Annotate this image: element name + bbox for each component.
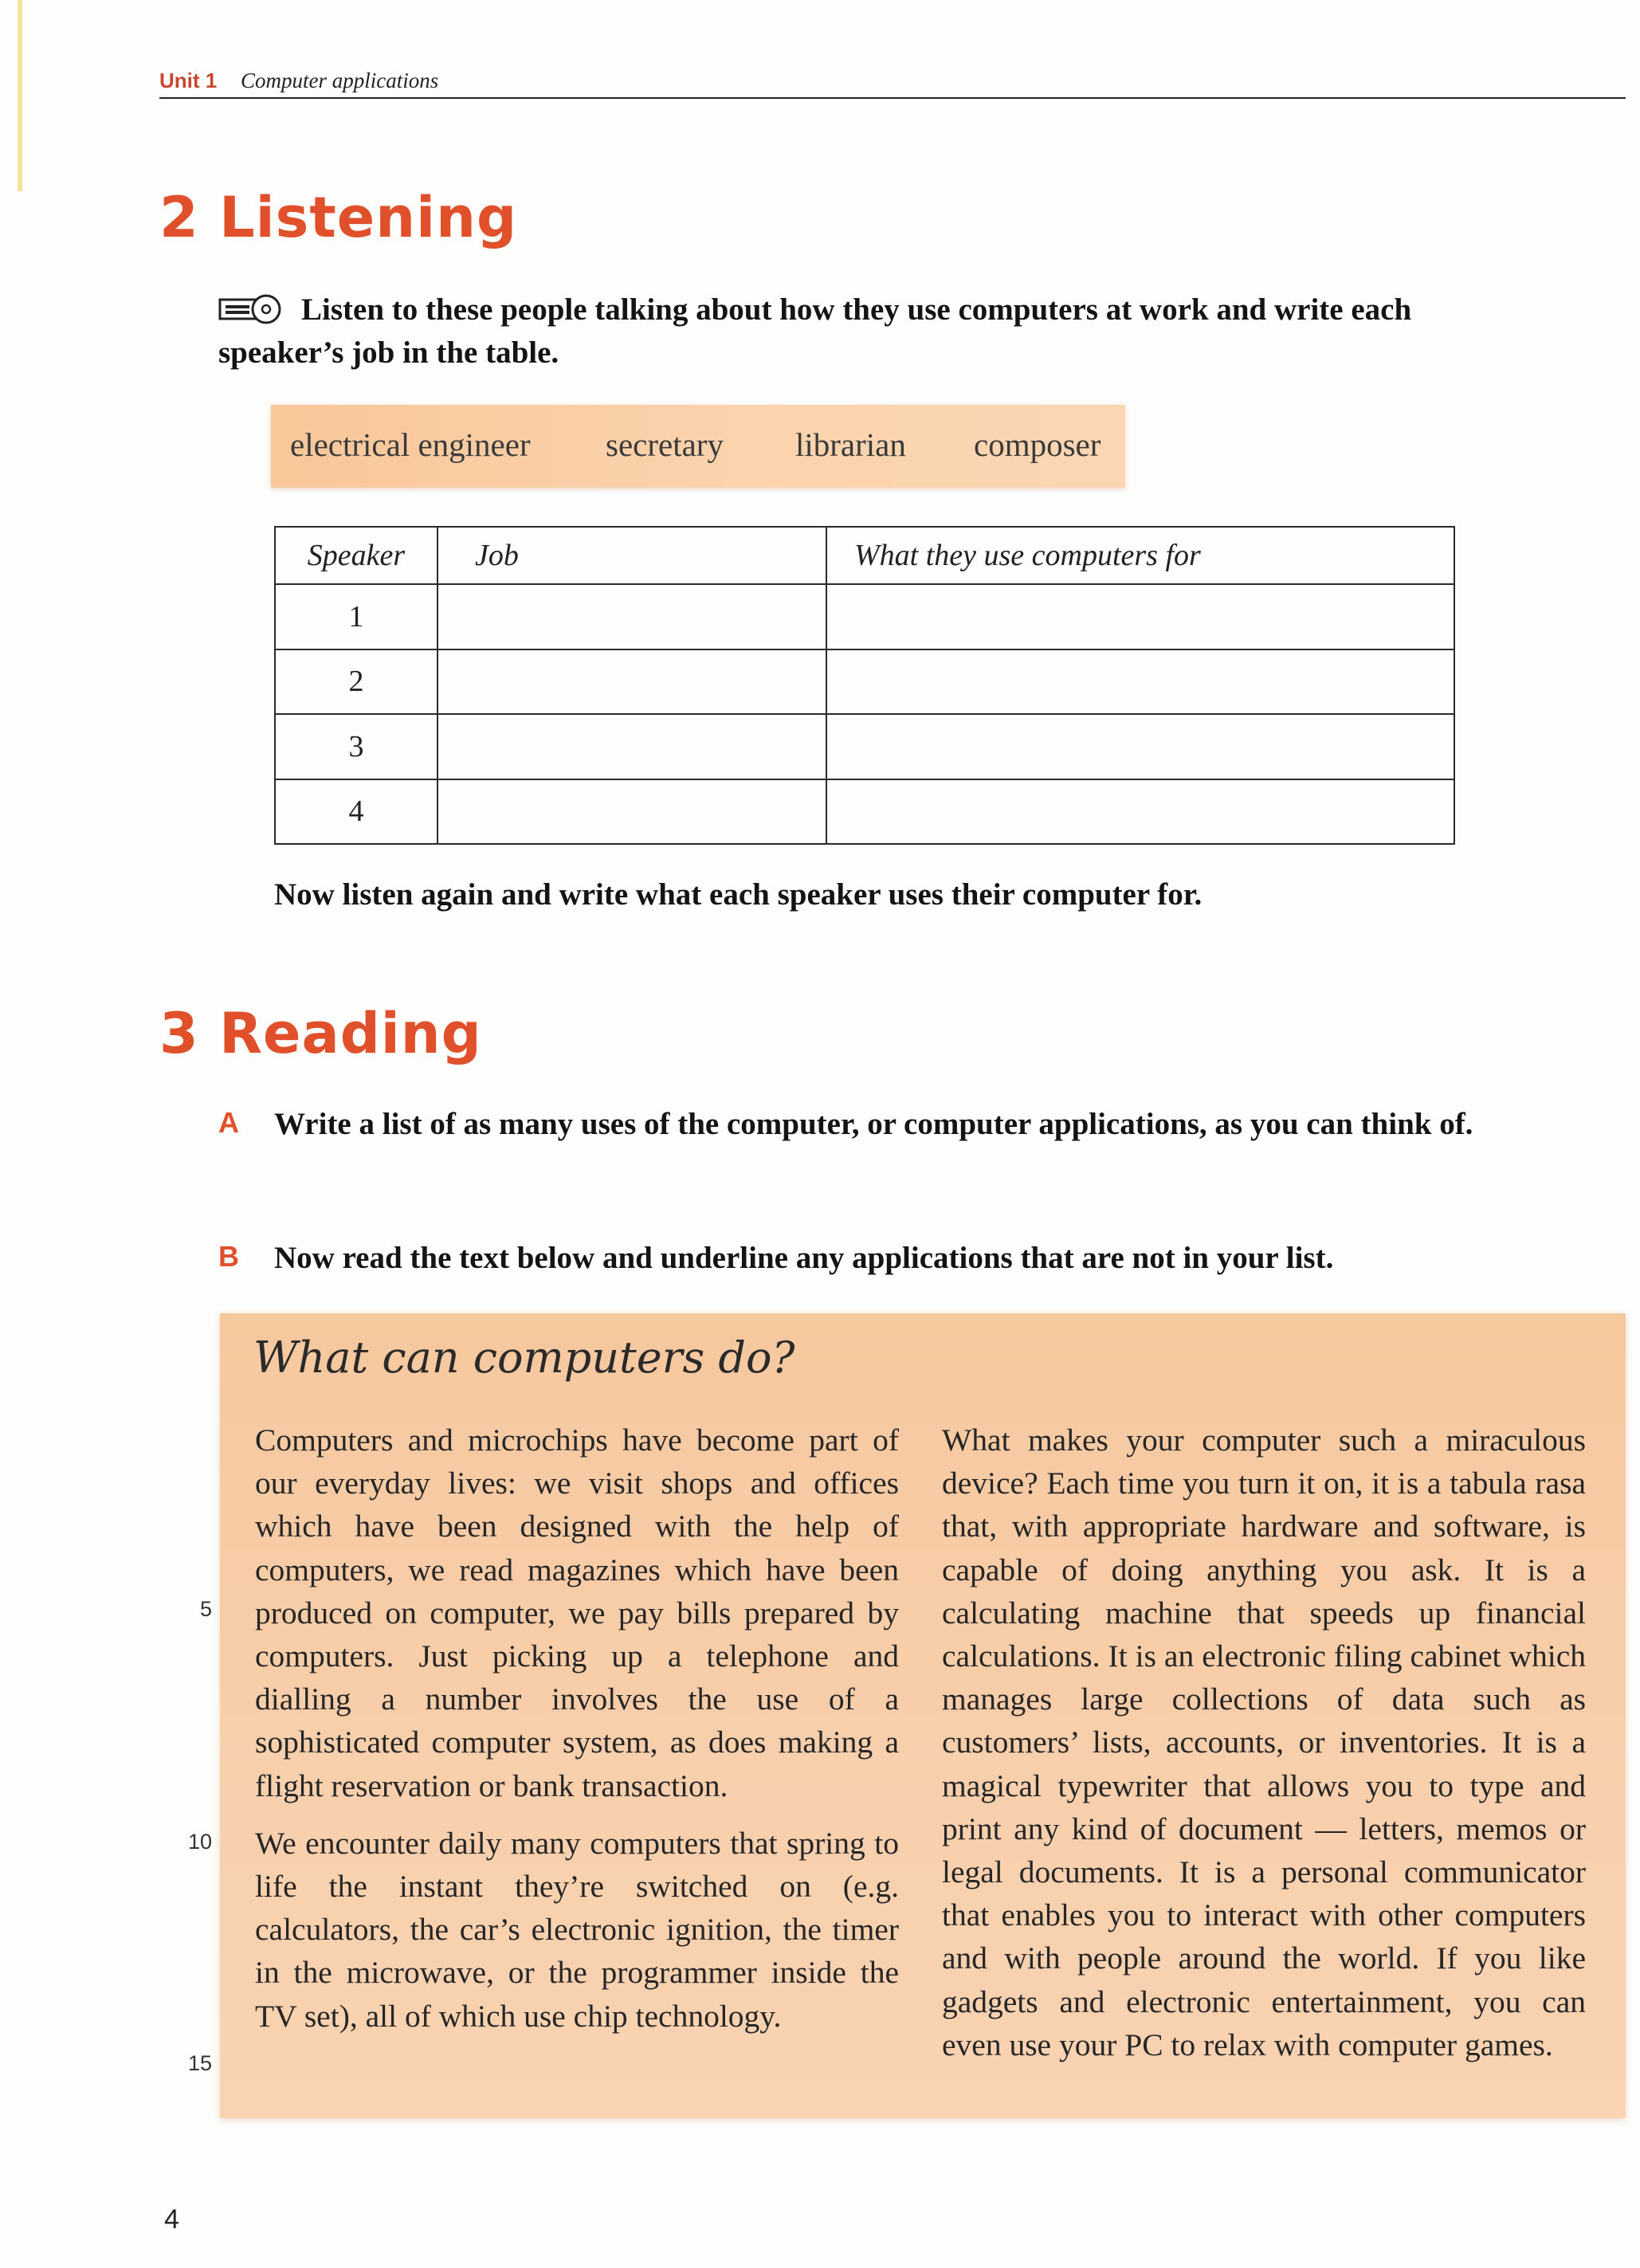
word-option: composer [974, 426, 1101, 463]
word-option: secretary [606, 426, 724, 463]
job-cell[interactable] [437, 584, 826, 649]
speaker-number: 1 [275, 584, 437, 649]
header-speaker: Speaker [275, 527, 437, 584]
table-row [275, 649, 1454, 715]
header-rule [159, 97, 1626, 99]
listening-instruction: Listen to these people talking about how they use computers at work and write each speaker’s job in the table. [218, 292, 1412, 370]
reading-text-title: What can computers do? [253, 1332, 795, 1383]
paragraph: What makes your computer such a miraculous device? Each time you turn it on, it is a tabula rasa that, with appropriate hardware and software, is capable of doing anything you ask. It is a calculating machine that speeds up financial calculations. It is an electronic filing cabinet which manages large collections of data such as customers’ lists, accounts, or inventories. It is a magical typewriter that allows you to type and print any kind of document — letters, memos or legal documents. It is a personal communicator that enables you to interact with other computers and with people around the world. If you like gadgets and electronic entertainment, you can even use your PC to relax with computer games. [942, 1422, 1586, 2062]
jobs-table [274, 526, 1455, 845]
job-cell[interactable] [437, 649, 826, 715]
line-number: 15 [187, 2051, 212, 2075]
line-number: 5 [199, 1597, 212, 1621]
unit-title: Computer applications [241, 69, 439, 92]
header-uses: What they use computers for [826, 527, 1454, 584]
task-letter-b: B [218, 1240, 239, 1273]
task-letter-a: A [218, 1106, 239, 1139]
table-row [275, 779, 1454, 845]
word-option: electrical engineer [290, 426, 531, 463]
margin-marker [18, 0, 22, 191]
job-cell[interactable] [437, 714, 826, 779]
text-column-right [942, 1418, 1586, 2081]
speaker-number: 3 [275, 714, 437, 779]
table-row [275, 714, 1454, 779]
table-header-row [275, 527, 1454, 584]
reading-heading: 3 Reading [159, 1001, 482, 1066]
line-number: 10 [187, 1830, 212, 1854]
listening-heading: 2 Listening [159, 185, 518, 250]
text-column-left [255, 1418, 899, 2052]
paragraph: Computers and microchips have become part of our everyday lives: we visit shops and offices which have been designed with the help of computers, we read magazines which have been produced on computer, we pay bills prepared by computers. Just picking up a telephone and dialling a number involves the use of a sophisticated computer system, as does making a flight reservation or bank transaction. [255, 1422, 899, 1803]
table-row [275, 584, 1454, 649]
listening-followup: Now listen again and write what each speaker uses their computer for. [274, 877, 1203, 912]
job-cell[interactable] [437, 779, 826, 845]
task-b-text: Now read the text below and underline any applications that are not in your list. [274, 1241, 1334, 1275]
uses-cell[interactable] [826, 584, 1454, 649]
paragraph: We encounter daily many computers that spring to life the instant they’re switched on (e.g. calculators, the car’s electronic ignition, the timer in the microwave, or the programmer inside the TV set), all of which use chip technology. [255, 1825, 899, 2034]
uses-cell[interactable] [826, 714, 1454, 779]
page-number: 4 [164, 2204, 179, 2235]
speaker-number: 2 [275, 649, 437, 715]
unit-label: Unit 1 [159, 69, 218, 92]
speaker-number: 4 [275, 779, 437, 845]
task-a-text: Write a list of as many uses of the computer, or computer applications, as you can think of. [274, 1107, 1473, 1141]
uses-cell[interactable] [826, 779, 1454, 845]
uses-cell[interactable] [826, 649, 1454, 715]
header-job: Job [437, 527, 826, 584]
word-option: librarian [795, 426, 906, 463]
